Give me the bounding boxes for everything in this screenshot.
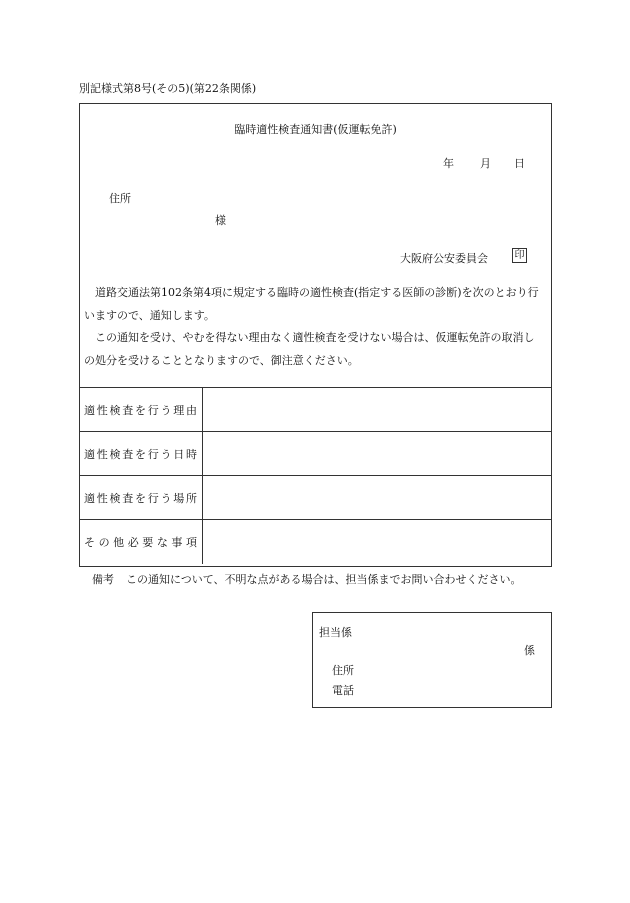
row-label-place: 適性検査を行う場所: [80, 476, 202, 520]
date-day-label: 日: [514, 157, 525, 170]
date-year-label: 年: [443, 157, 454, 170]
contact-title: 担当係: [319, 626, 352, 639]
contact-phone-label: 電話: [332, 684, 354, 697]
form-number-label: 別記様式第8号(その5)(第22条関係): [79, 82, 257, 95]
table-row: [80, 520, 551, 564]
notice-body: [84, 282, 545, 372]
details-table: [80, 387, 551, 564]
row-value-other: [202, 520, 551, 564]
table-row: [80, 388, 551, 432]
table-row: [80, 432, 551, 476]
contact-address-label: 住所: [332, 664, 354, 677]
row-value-datetime: [202, 432, 551, 476]
seal-mark: 印: [512, 248, 527, 263]
recipient-address-label: 住所: [109, 192, 131, 205]
row-label-other: その他必要な事項: [80, 520, 202, 564]
document-title: 臨時適性検査通知書(仮運転免許): [234, 123, 397, 136]
body-paragraph-1: 道路交通法第102条第4項に規定する臨時の適性検査(指定する医師の診断)を次のとおり行いますので、通知します。: [84, 286, 539, 322]
remark-line: [92, 571, 522, 587]
contact-section-suffix: 係: [524, 644, 535, 657]
contact-box: [312, 612, 552, 708]
row-value-reason: [202, 388, 551, 432]
remark-text: この通知について、不明な点がある場合は、担当係までお問い合わせください。: [126, 573, 522, 586]
table-row: [80, 476, 551, 520]
body-paragraph-2: この通知を受け、やむを得ない理由なく適性検査を受けない場合は、仮運転免許の取消しの処分を受けることとなりますので、御注意ください。: [84, 331, 535, 367]
date-month-label: 月: [480, 157, 491, 170]
issuer-name: 大阪府公安委員会: [400, 252, 488, 265]
row-label-reason: 適性検査を行う理由: [80, 388, 202, 432]
row-value-place: [202, 476, 551, 520]
remark-label: 備考: [92, 573, 114, 586]
recipient-honorific: 様: [215, 214, 226, 227]
row-label-datetime: 適性検査を行う日時: [80, 432, 202, 476]
notice-form: [79, 103, 552, 567]
